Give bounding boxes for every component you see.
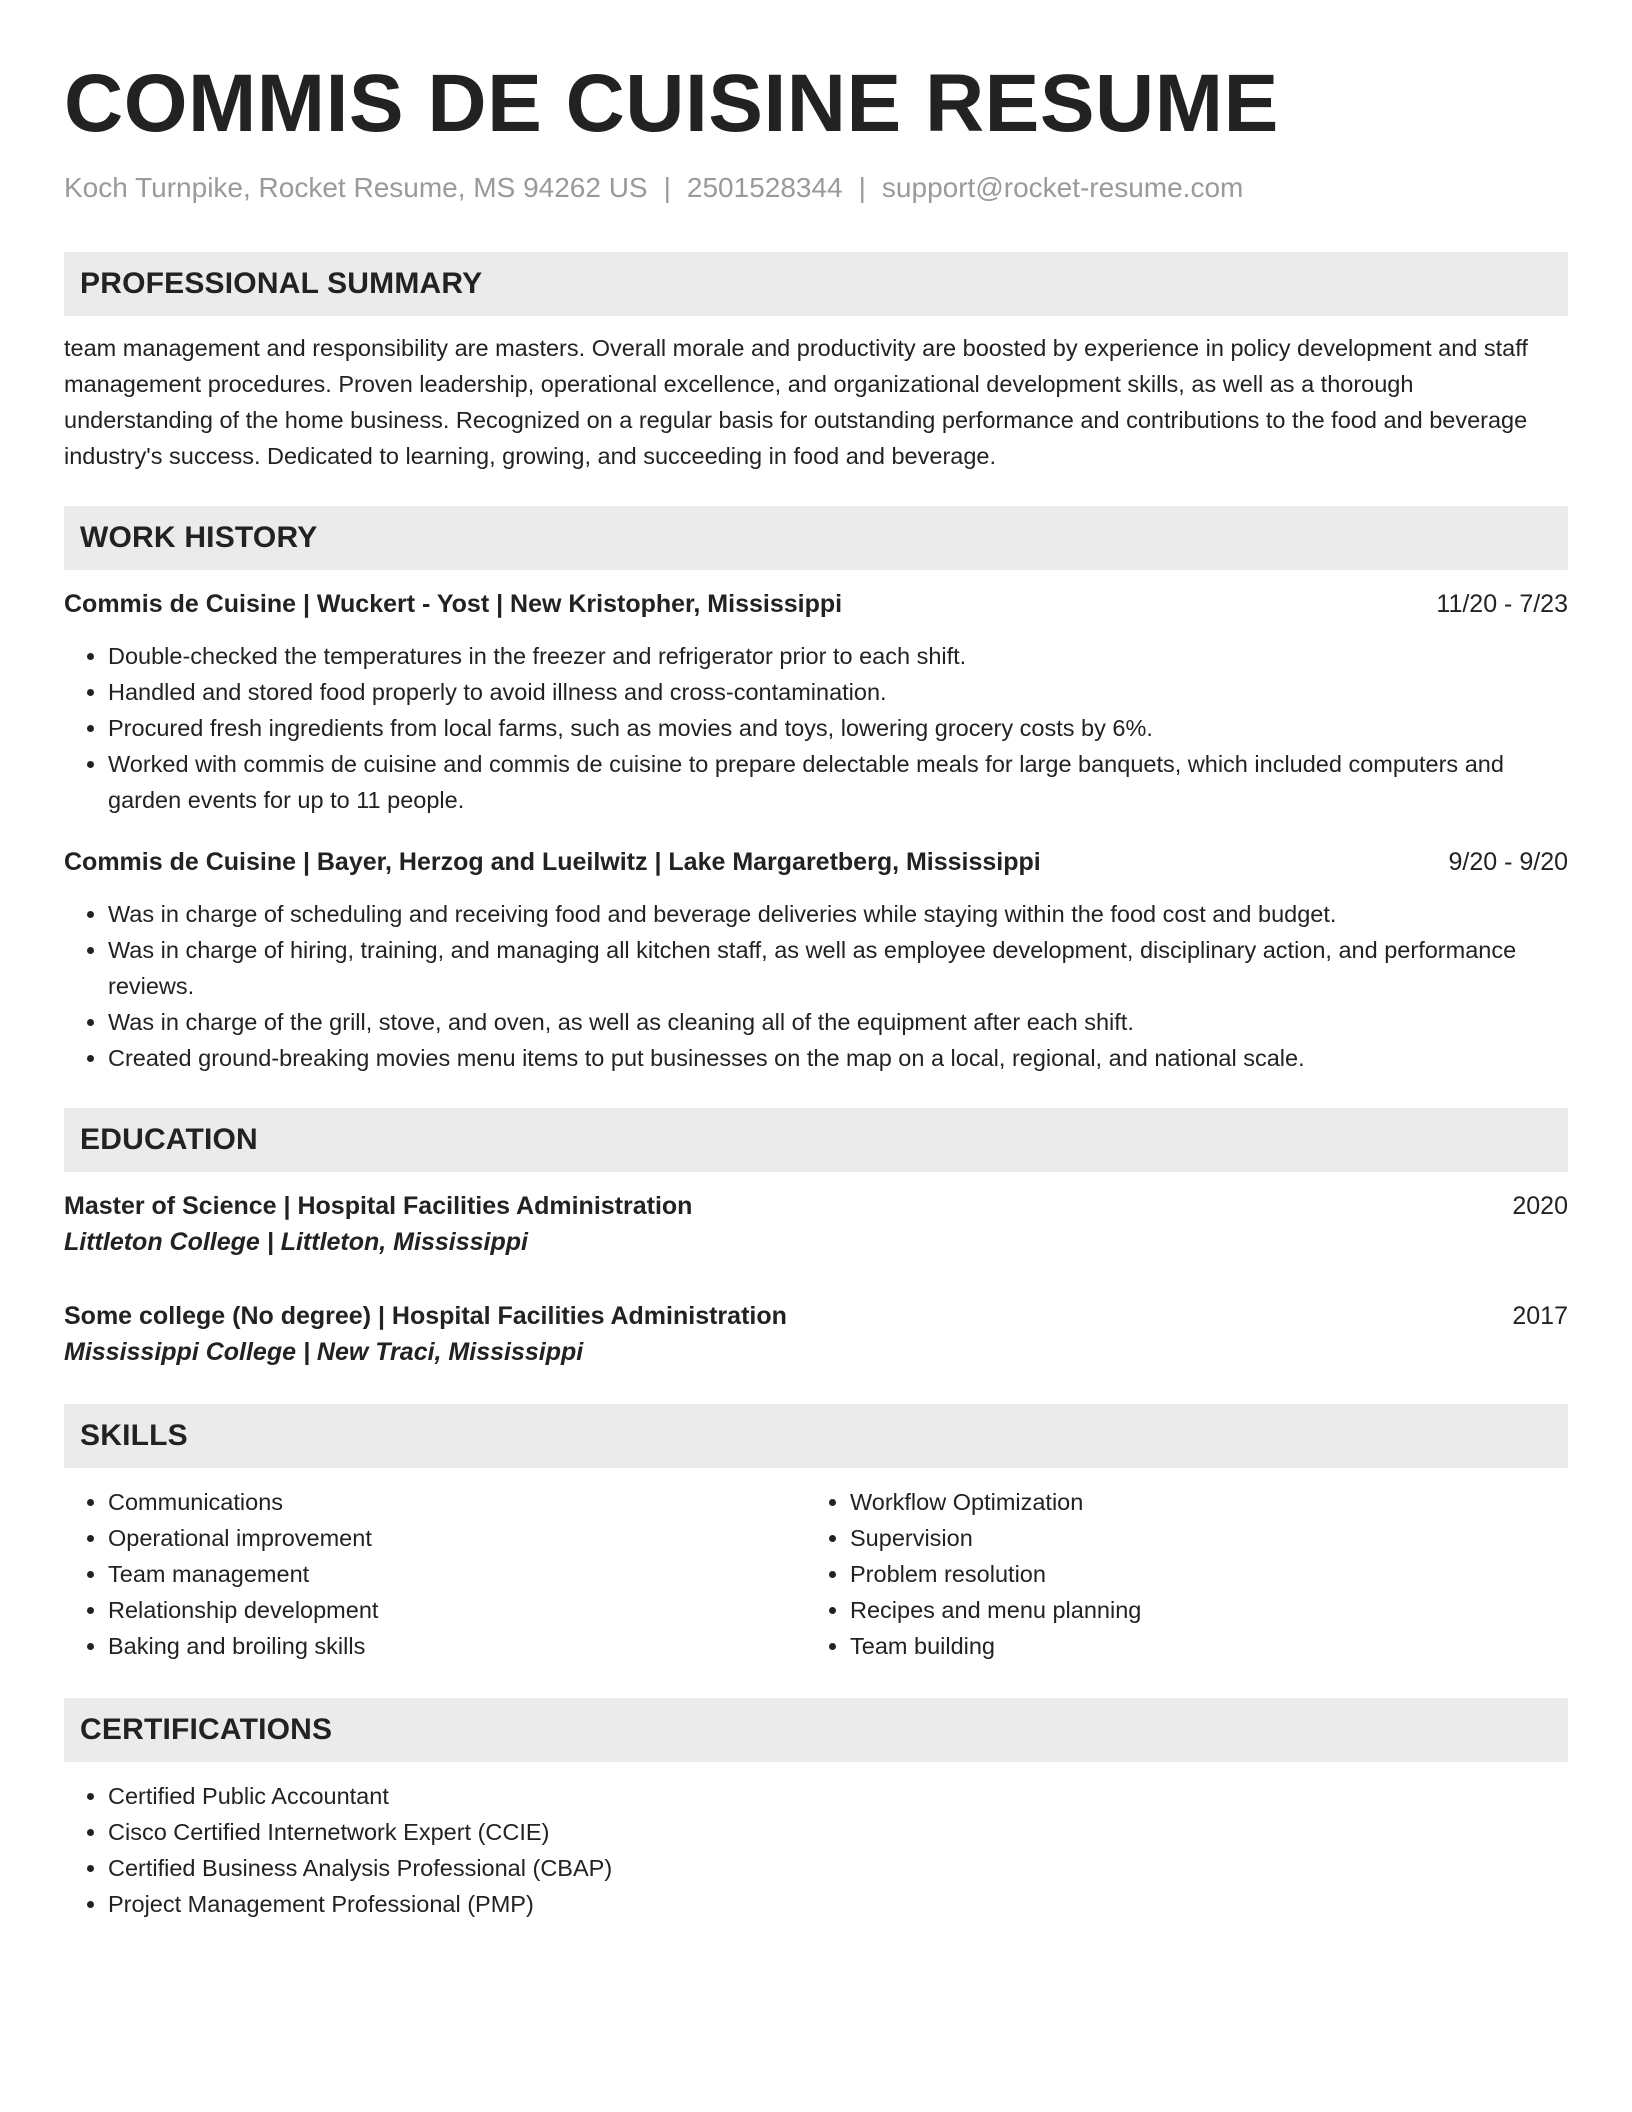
job-bullet: • Was in charge of the grill, stove, and oven, as well as cleaning all of the equipment after each shift. [108,1004,1568,1040]
skill-item: • Communications [108,1484,806,1520]
job-title: Commis de Cuisine | Bayer, Herzog and Lueilwitz | Lake Margaretberg, Mississippi [64,848,1041,876]
skills-list-left [64,1484,806,1664]
contact-email: support@rocket-resume.com [881,172,1244,203]
education-year: 2020 [1512,1192,1568,1220]
education-header [64,1188,1568,1224]
job-header [64,586,1568,622]
education-school: Littleton College | Littleton, Mississippi [64,1228,528,1256]
education-degree: Master of Science | Hospital Facilities Administration [64,1192,693,1220]
certifications-list [64,1778,1568,1922]
skills-list-right [806,1484,1568,1664]
certifications-heading: CERTIFICATIONS [64,1698,1568,1762]
job-dates: 11/20 - 7/23 [1436,590,1568,618]
skill-item: • Relationship development [108,1592,806,1628]
education-header [64,1298,1568,1334]
skill-item: • Problem resolution [850,1556,1568,1592]
certification-item: • Certified Public Accountant [108,1778,1568,1814]
certification-item: • Certified Business Analysis Professional (CBAP) [108,1850,1568,1886]
contact-line [64,170,1568,206]
job-dates: 9/20 - 9/20 [1448,848,1568,876]
certifications-section [64,1698,1568,1922]
job-entry [64,844,1568,1076]
contact-address: Koch Turnpike, Rocket Resume, MS 94262 US [64,172,648,203]
job-bullets [64,638,1568,818]
skills-columns [64,1484,1568,1664]
education-entry [64,1188,1568,1260]
job-bullet: • Procured fresh ingredients from local farms, such as movies and toys, lowering grocery costs by 6%. [108,710,1568,746]
certification-item: • Project Management Professional (PMP) [108,1886,1568,1922]
skill-item: • Baking and broiling skills [108,1628,806,1664]
certification-item: • Cisco Certified Internetwork Expert (CCIE) [108,1814,1568,1850]
summary-text: team management and responsibility are masters. Overall morale and productivity are boosted by experience in policy development and staff management procedures. Proven leadership, operational excellence, and organizational development skills, as well as a thorough understanding of the home business. Recognized on a regular basis for outstanding performance and contributions to the food and beverage industry's success. Dedicated to learning, growing, and succeeding in food and beverage. [64,335,1528,469]
job-bullet: • Was in charge of scheduling and receiving food and beverage deliveries while staying within the food cost and budget. [108,896,1568,932]
job-entry [64,586,1568,818]
education-school: Mississippi College | New Traci, Mississippi [64,1338,584,1366]
summary-heading: PROFESSIONAL SUMMARY [64,252,1568,316]
contact-phone: 2501528344 [686,172,843,203]
skill-item: • Recipes and menu planning [850,1592,1568,1628]
education-year: 2017 [1512,1302,1568,1330]
skill-item: • Workflow Optimization [850,1484,1568,1520]
work-history-heading: WORK HISTORY [64,506,1568,570]
job-title: Commis de Cuisine | Wuckert - Yost | New Kristopher, Mississippi [64,590,843,618]
skill-item: • Operational improvement [108,1520,806,1556]
contact-separator: | [663,172,671,203]
job-bullets [64,896,1568,1076]
contact-separator: | [858,172,866,203]
skills-section [64,1404,1568,1664]
skill-item: • Supervision [850,1520,1568,1556]
job-bullet: • Worked with commis de cuisine and commis de cuisine to prepare delectable meals for large banquets, which included computers and garden events for up to 11 people. [108,746,1568,818]
education-entry [64,1298,1568,1370]
job-bullet: • Created ground-breaking movies menu items to put businesses on the map on a local, regional, and national scale. [108,1040,1568,1076]
job-header [64,844,1568,880]
education-degree: Some college (No degree) | Hospital Facilities Administration [64,1302,787,1330]
job-bullet: • Was in charge of hiring, training, and managing all kitchen staff, as well as employee development, disciplinary action, and performance reviews. [108,932,1568,1004]
skill-item: • Team management [108,1556,806,1592]
education-section [64,1108,1568,1370]
summary-section [64,252,1568,474]
resume-title: COMMIS DE CUISINE RESUME [64,58,1279,149]
job-bullet: • Double-checked the temperatures in the freezer and refrigerator prior to each shift. [108,638,1568,674]
job-bullet: • Handled and stored food properly to avoid illness and cross-contamination. [108,674,1568,710]
education-heading: EDUCATION [64,1108,1568,1172]
skills-heading: SKILLS [64,1404,1568,1468]
skill-item: • Team building [850,1628,1568,1664]
work-history-section [64,506,1568,1076]
